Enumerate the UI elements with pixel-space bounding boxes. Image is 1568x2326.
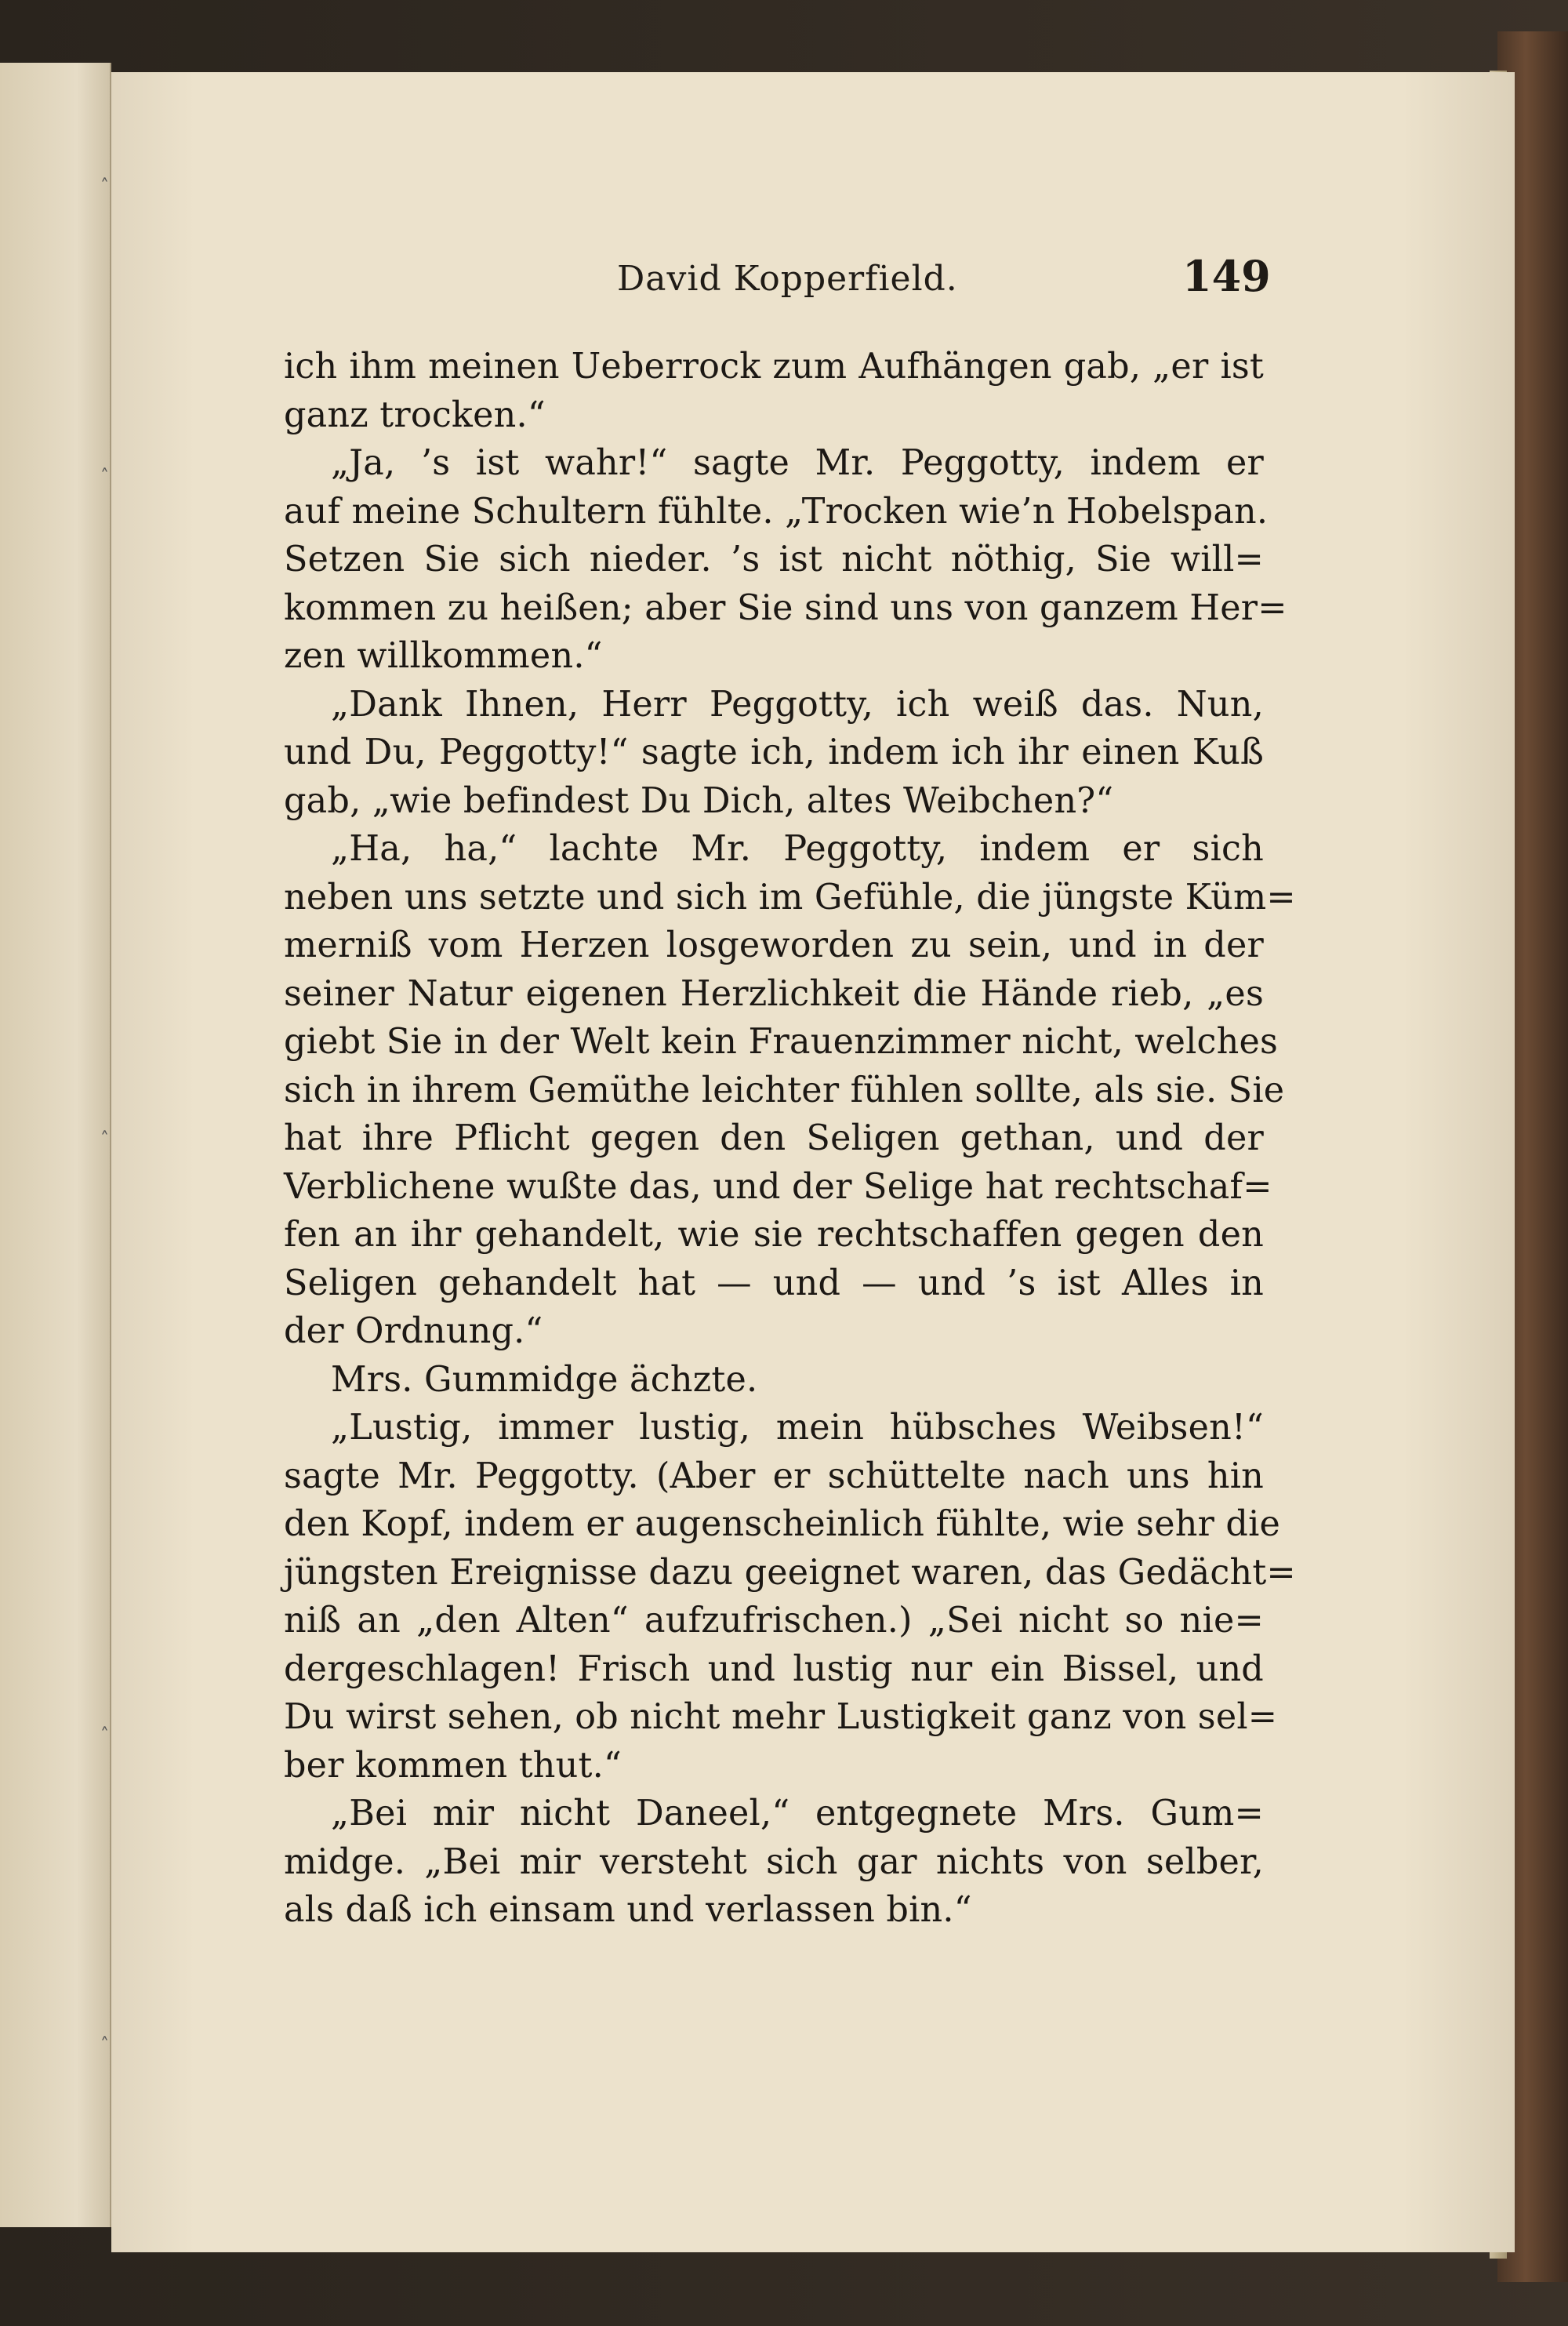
text-line: Setzen Sie sich nieder. ’s ist nicht nöthig, Sie will= bbox=[284, 540, 1264, 580]
margin-mark: ˄ bbox=[100, 176, 109, 196]
book-page bbox=[111, 72, 1515, 2252]
text-line: als daß ich einsam und verlassen bin.“ bbox=[284, 1890, 972, 1930]
running-title: David Kopperfield. bbox=[617, 259, 958, 299]
text-line: Seligen gehandelt hat — und — und ’s ist Alles in bbox=[284, 1263, 1264, 1303]
text-line: neben uns setzte und sich im Gefühle, die jüngste Küm= bbox=[284, 877, 1296, 918]
text-line: ich ihm meinen Ueberrock zum Aufhängen gab, „er ist bbox=[284, 347, 1264, 387]
text-line: merniß vom Herzen losgeworden zu sein, und in der bbox=[284, 925, 1264, 965]
text-line: Du wirst sehen, ob nicht mehr Lustigkeit ganz von sel= bbox=[284, 1697, 1278, 1737]
text-line: „Ha, ha,“ lachte Mr. Peggotty, indem er sich bbox=[331, 829, 1264, 869]
text-line: der Ordnung.“ bbox=[284, 1311, 543, 1351]
margin-mark: ˄ bbox=[100, 1725, 109, 1745]
text-line: „Bei mir nicht Daneel,“ entgegnete Mrs. Gum= bbox=[331, 1794, 1264, 1834]
text-line: „Lustig, immer lustig, mein hübsches Weibsen!“ bbox=[331, 1408, 1264, 1448]
text-line: ber kommen thut.“ bbox=[284, 1745, 622, 1786]
text-line: seiner Natur eigenen Herzlichkeit die Hände rieb, „es bbox=[284, 973, 1264, 1014]
text-line: kommen zu heißen; aber Sie sind uns von ganzem Her= bbox=[284, 587, 1287, 628]
margin-mark: ˄ bbox=[100, 1129, 109, 1149]
text-line: fen an ihr gehandelt, wie sie rechtschaffen gegen den bbox=[284, 1215, 1264, 1255]
facing-page-edge bbox=[0, 63, 111, 2227]
text-line: ganz trocken.“ bbox=[284, 394, 546, 435]
text-line: zen willkommen.“ bbox=[284, 636, 603, 676]
text-line: und Du, Peggotty!“ sagte ich, indem ich ihr einen Kuß bbox=[284, 732, 1264, 772]
text-line: midge. „Bei mir versteht sich gar nichts von selber, bbox=[284, 1841, 1264, 1882]
text-line: Mrs. Gummidge ächzte. bbox=[331, 1359, 758, 1400]
text-line: giebt Sie in der Welt kein Frauenzimmer nicht, welches bbox=[284, 1022, 1279, 1062]
text-line: „Dank Ihnen, Herr Peggotty, ich weiß das. Nun, bbox=[331, 684, 1264, 725]
margin-mark: ˄ bbox=[100, 467, 109, 486]
text-line: sich in ihrem Gemüthe leichter fühlen sollte, als sie. Sie bbox=[284, 1070, 1285, 1110]
text-line: niß an „den Alten“ aufzufrischen.) „Sei nicht so nie= bbox=[284, 1601, 1264, 1641]
text-line: den Kopf, indem er augenscheinlich fühlte, wie sehr die bbox=[284, 1504, 1281, 1544]
text-line: „Ja, ’s ist wahr!“ sagte Mr. Peggotty, indem er bbox=[331, 443, 1264, 483]
text-line: dergeschlagen! Frisch und lustig nur ein Bissel, und bbox=[284, 1648, 1264, 1689]
page-number: 149 bbox=[1182, 251, 1271, 301]
running-head bbox=[111, 251, 1515, 306]
text-line: jüngsten Ereignisse dazu geeignet waren, das Gedächt= bbox=[284, 1552, 1296, 1593]
text-line: auf meine Schultern fühlte. „Trocken wie’n Hobelspan. bbox=[284, 491, 1269, 532]
body-text bbox=[284, 343, 1296, 1935]
text-line: sagte Mr. Peggotty. (Aber er schüttelte nach uns hin bbox=[284, 1456, 1264, 1496]
text-line: Verblichene wußte das, und der Selige hat rechtschaf= bbox=[284, 1166, 1272, 1207]
text-line: hat ihre Pflicht gegen den Seligen gethan, und der bbox=[284, 1118, 1264, 1158]
text-line: gab, „wie befindest Du Dich, altes Weibchen?“ bbox=[284, 780, 1114, 821]
margin-mark: ˄ bbox=[100, 2035, 109, 2055]
